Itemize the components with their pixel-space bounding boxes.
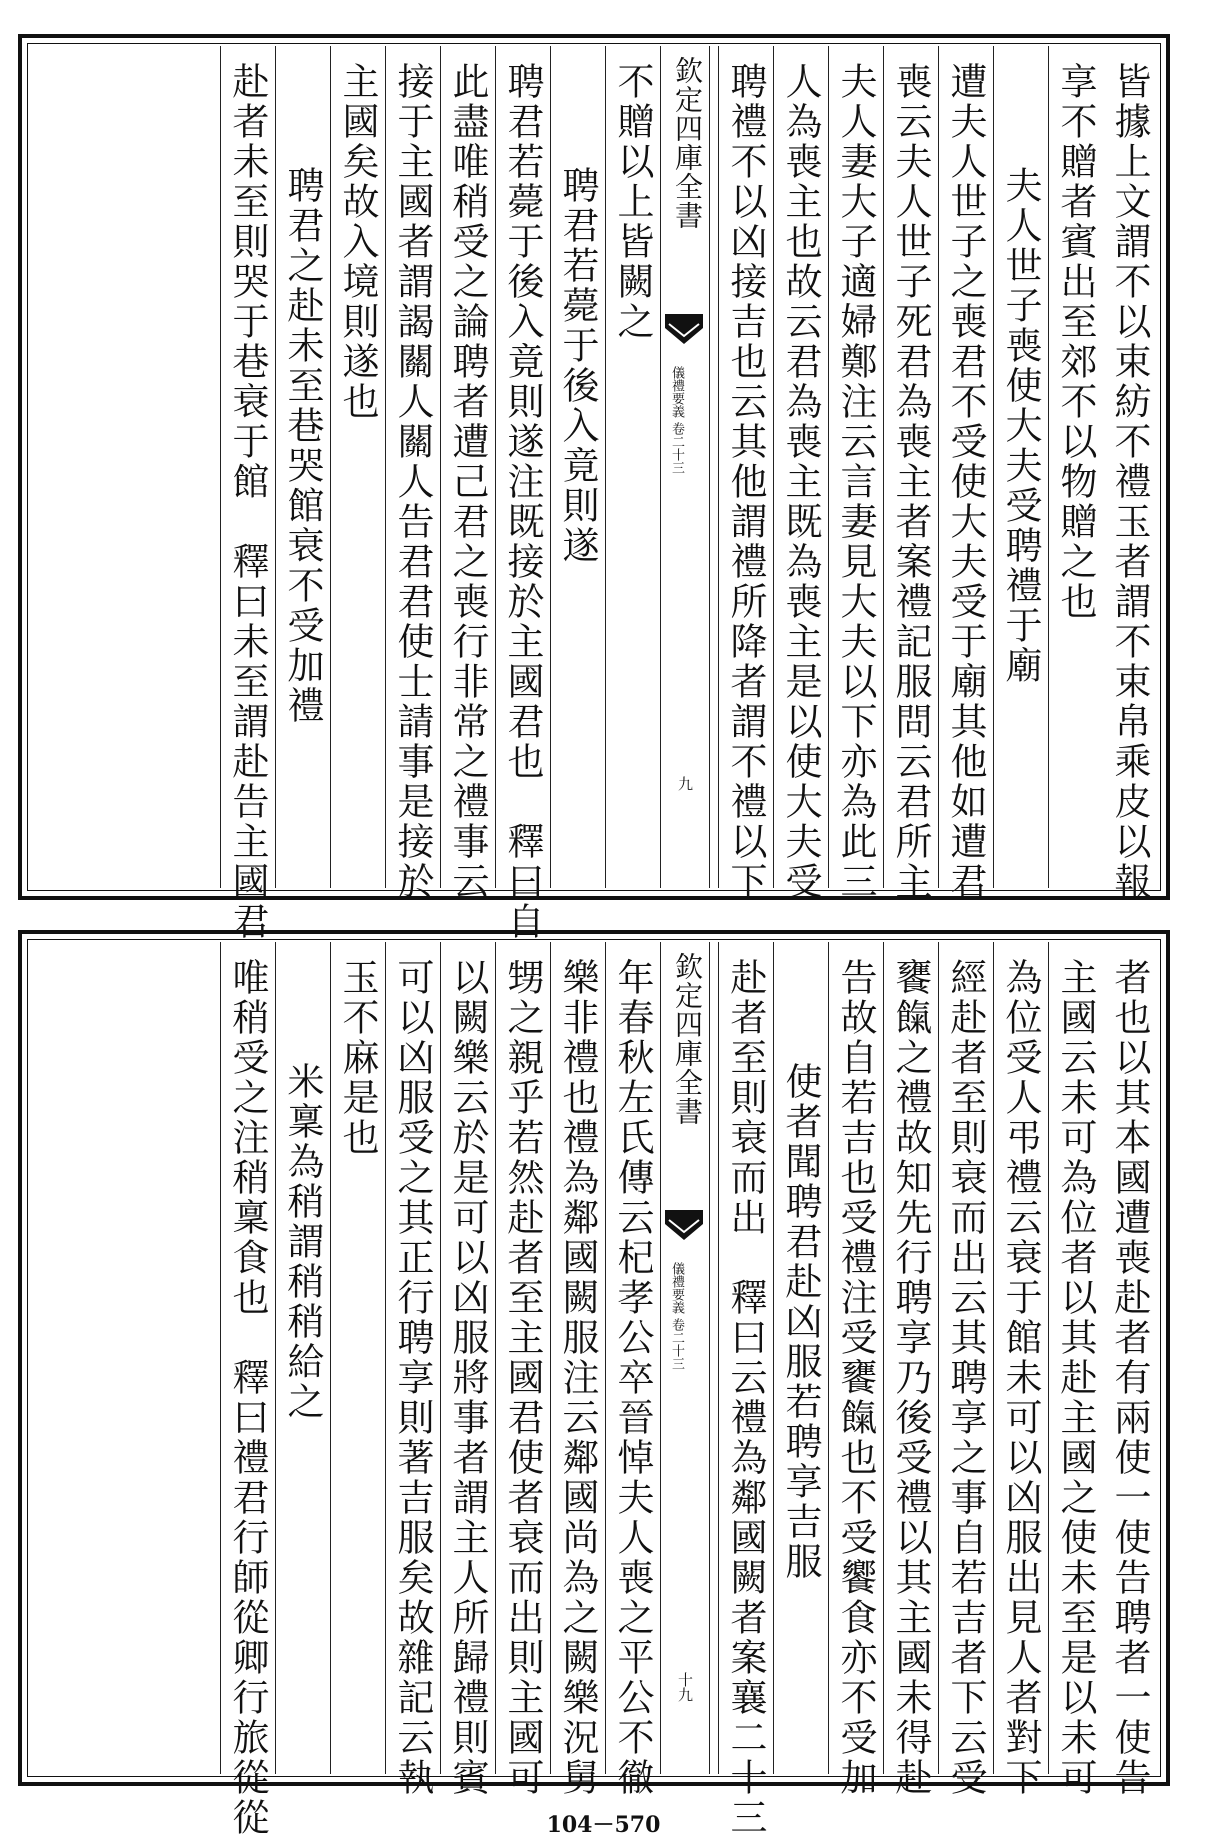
text-column <box>330 46 377 888</box>
column-text: 米稟為稍謂稍稍給之 <box>281 1062 324 1422</box>
column-text: 樂非禮也禮為鄰國闕服注云鄰國尚為之闕樂況舅 <box>556 958 599 1798</box>
column-text: 聘君若薨于後入竟則遂注既接於主國君也 釋曰自 <box>501 62 544 942</box>
text-column <box>495 942 544 1798</box>
column-text: 年春秋左氏傳云杞孝公卒晉悼夫人喪之平公不徹 <box>611 958 654 1798</box>
text-column <box>993 942 1042 1798</box>
volume-info: 儀禮要義 卷二十三 <box>669 1262 684 1371</box>
text-column <box>605 46 652 888</box>
text-column <box>718 46 767 902</box>
column-text: 者也以其本國遭喪赴者有兩使一使告聘者一使告 <box>1108 958 1151 1798</box>
text-column <box>1103 46 1151 902</box>
column-text: 遭夫人世子之喪君不受使大夫受于廟其他如遭君 <box>944 62 987 902</box>
top-text-area <box>30 46 1158 942</box>
page-number: 104－570 <box>546 1812 661 1838</box>
leaf-number: 九 <box>676 776 694 791</box>
text-column <box>220 46 269 942</box>
text-column <box>773 942 820 1774</box>
column-text: 為位受人弔禮云衰于館未可以凶服出見人者對下 <box>999 958 1042 1798</box>
column-text: 享不贈者賓出至郊不以物贈之也 <box>1054 62 1097 622</box>
volume-info: 儀禮要義 卷二十三 <box>669 366 684 475</box>
column-text: 喪云夫人世子死君為喪主者案禮記服問云君所主 <box>889 62 932 902</box>
text-column <box>605 942 654 1798</box>
column-text: 經赴者至則衰而出云其聘享之事自若吉者下云受 <box>944 958 987 1798</box>
column-text: 唯稍受之注稍稟食也 釋曰禮君行師從卿行旅從從 <box>226 958 269 1838</box>
text-column <box>330 942 377 1774</box>
text-column <box>718 942 767 1838</box>
text-column <box>883 46 932 902</box>
text-column <box>993 46 1040 888</box>
text-column <box>828 942 877 1798</box>
text-column <box>275 46 322 888</box>
text-column <box>385 942 434 1798</box>
text-column <box>275 942 322 1774</box>
column-text: 甥之親乎若然赴者至主國君使者衰而出則主國可 <box>501 958 544 1798</box>
column-text: 不贈以上皆闕之 <box>611 62 654 342</box>
column-text: 人為喪主也故云君為喪主既為喪主是以使大夫受 <box>779 62 822 902</box>
column-text: 主國矣故入境則遂也 <box>336 62 379 422</box>
fishtail-mark-icon <box>665 1210 703 1246</box>
column-text: 聘君若薨于後入竟則遂 <box>556 166 599 566</box>
column-text: 接于主國者謂謁關人關人告君君使士請事是接於 <box>391 62 434 902</box>
text-column <box>385 46 434 902</box>
center-gutter <box>660 46 710 888</box>
column-text: 使者聞聘君赴凶服若聘享吉服 <box>779 1062 822 1582</box>
column-text: 聘君之赴未至巷哭館衰不受加禮 <box>281 166 324 726</box>
column-text: 饔餼之禮故知先行聘享乃後受禮以其主國未得赴 <box>889 958 932 1798</box>
column-text: 夫人妻大子適婦鄭注云言妻見大夫以下亦為此三 <box>834 62 877 902</box>
text-column <box>495 46 544 942</box>
text-column <box>550 942 599 1798</box>
collection-title: 欽定四庫全書 <box>671 952 704 1126</box>
column-text: 以闕樂云於是可以凶服將事者謂主人所歸禮則賓 <box>446 958 489 1798</box>
column-text: 皆據上文謂不以束紡不禮玉者謂不束帛乘皮以報 <box>1108 62 1151 902</box>
column-text: 可以凶服受之其正行聘享則著吉服矣故雜記云執 <box>391 958 434 1798</box>
column-text: 主國云未可為位者以其赴主國之使未至是以未可 <box>1054 958 1097 1798</box>
collection-title: 欽定四庫全書 <box>671 56 704 230</box>
text-column <box>828 46 877 902</box>
text-column <box>440 942 489 1798</box>
column-text: 告故自若吉也受禮注受饔餼也不受饗食亦不受加 <box>834 958 877 1798</box>
text-column <box>938 942 987 1798</box>
text-column <box>220 942 269 1838</box>
text-column <box>550 46 597 888</box>
column-text: 聘禮不以凶接吉也云其他謂禮所降者謂不禮以下 <box>724 62 767 902</box>
text-column <box>1103 942 1151 1798</box>
text-column <box>1048 46 1095 888</box>
text-column <box>773 46 822 902</box>
column-text: 赴者至則衰而出 釋曰云禮為鄰國闕者案襄二十三 <box>724 958 767 1838</box>
column-text: 夫人世子喪使大夫受聘禮于廟 <box>999 166 1042 686</box>
center-gutter <box>660 942 710 1774</box>
text-column <box>938 46 987 902</box>
text-column <box>883 942 932 1798</box>
leaf-number: 十九 <box>676 1672 694 1702</box>
column-text: 玉不麻是也 <box>336 958 379 1158</box>
top-page-panel <box>18 34 1170 942</box>
fishtail-mark-icon <box>665 314 703 350</box>
text-column <box>1048 942 1097 1798</box>
column-text: 赴者未至則哭于巷衰于館 釋曰未至謂赴告主國君 <box>226 62 269 942</box>
column-text: 此盡唯稍受之論聘者遭己君之喪行非常之禮事云 <box>446 62 489 902</box>
text-column <box>440 46 489 902</box>
